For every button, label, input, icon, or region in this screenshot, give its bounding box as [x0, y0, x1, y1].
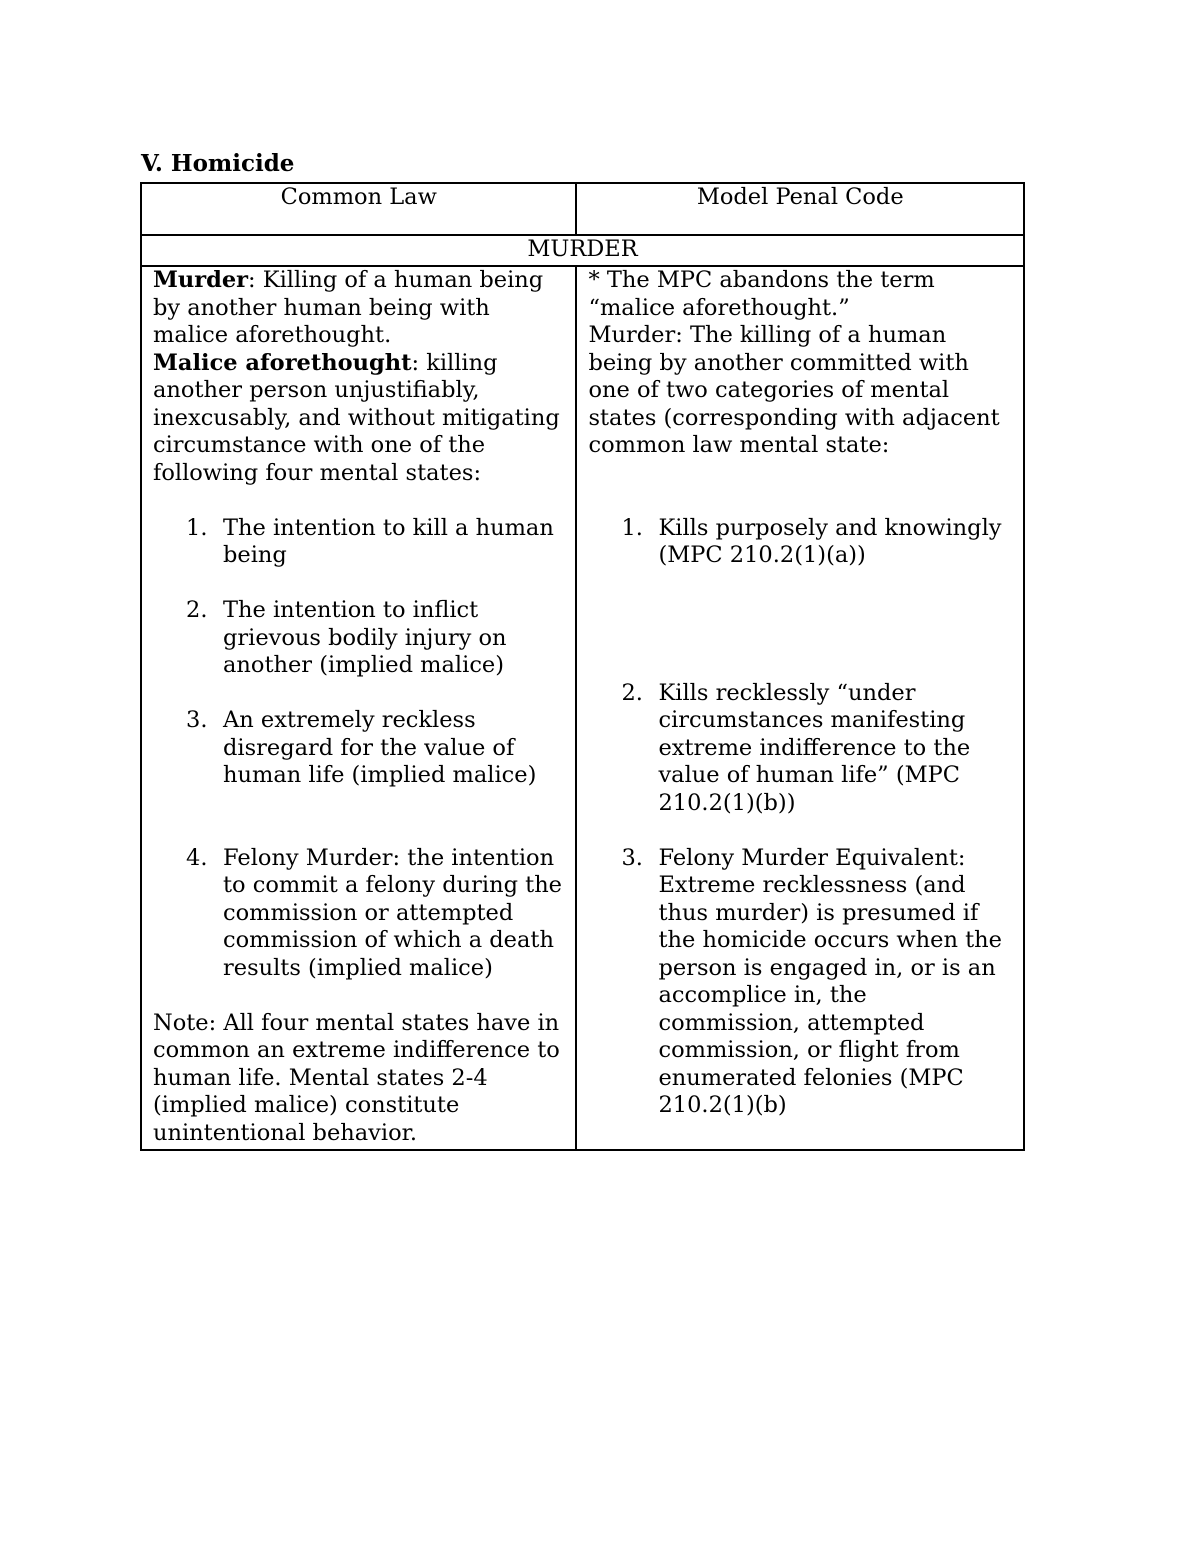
common-law-cell: [141, 266, 576, 1150]
list-item: [153, 597, 565, 680]
common-law-note: Note: All four mental states have in common an extreme indifference to human life. Mental states 2-4 (implied malice) constitute unintentional behavior.: [153, 1009, 560, 1146]
murder-term: Murder: [153, 267, 249, 293]
list-number: 3.: [186, 707, 208, 733]
list-number: 2.: [621, 679, 643, 706]
section-heading: V. Homicide: [141, 150, 295, 177]
malice-definition: [153, 350, 565, 488]
mpc-mental-states: [588, 515, 1013, 1120]
list-item: [588, 515, 1013, 570]
mpc-cell: [576, 266, 1024, 1150]
table-row: [141, 266, 1024, 1150]
mpc-abandon-note: * The MPC abandons the term “malice aforethought.”: [588, 267, 935, 321]
list-item: [588, 845, 1013, 1120]
murder-definition-text: : Killing of a human being by another human being with malice aforethought.: [153, 267, 544, 348]
column-header-common-law: Common Law: [141, 183, 576, 235]
malice-definition-text: : killing another person unjustifiably, inexcusably, and without mitigating circumstance with one of the following four mental states:: [153, 349, 560, 486]
common-law-mental-states: [153, 515, 565, 983]
list-text: Kills recklessly “under circumstances manifesting extreme indifference to the value of human life” (MPC 210.2(1)(b)): [658, 679, 971, 816]
list-item: [588, 680, 1013, 818]
list-item: [153, 515, 565, 570]
list-text: The intention to kill a human being: [223, 514, 554, 568]
list-number: 3.: [621, 844, 643, 871]
list-item: [153, 707, 565, 790]
list-number: 1.: [621, 514, 643, 541]
list-text: Felony Murder Equivalent: Extreme recklessness (and thus murder) is presumed if the homicide occurs when the person is engaged in, or is an accomplice in, the commission, attempted commission, or flight from enumerated felonies (MPC 210.2(1)(b): [658, 844, 1002, 1118]
malice-term: Malice aforethought: [153, 349, 412, 376]
murder-definition: [153, 267, 565, 350]
column-header-model-penal-code: Model Penal Code: [576, 183, 1024, 235]
list-text: The intention to inflict grievous bodily injury on another (implied malice): [223, 597, 507, 678]
section-label-murder: MURDER: [141, 235, 1024, 266]
list-number: 2.: [186, 597, 208, 623]
list-number: 4.: [186, 844, 208, 871]
comparison-table: [140, 182, 1025, 1151]
list-text: Felony Murder: the intention to commit a felony during the commission or attempted commission of which a death results (implied malice): [223, 844, 562, 981]
section-row-murder: [141, 235, 1024, 266]
list-text: An extremely reckless disregard for the value of human life (implied malice): [223, 707, 537, 788]
list-item: [153, 845, 565, 983]
list-text: Kills purposely and knowingly (MPC 210.2(1)(a)): [658, 514, 1002, 568]
mpc-murder-definition: Murder: The killing of a human being by another committed with one of two categories of mental states (corresponding with adjacent common law mental state:: [588, 322, 1000, 458]
list-number: 1.: [186, 514, 208, 541]
table-header-row: [141, 183, 1024, 235]
